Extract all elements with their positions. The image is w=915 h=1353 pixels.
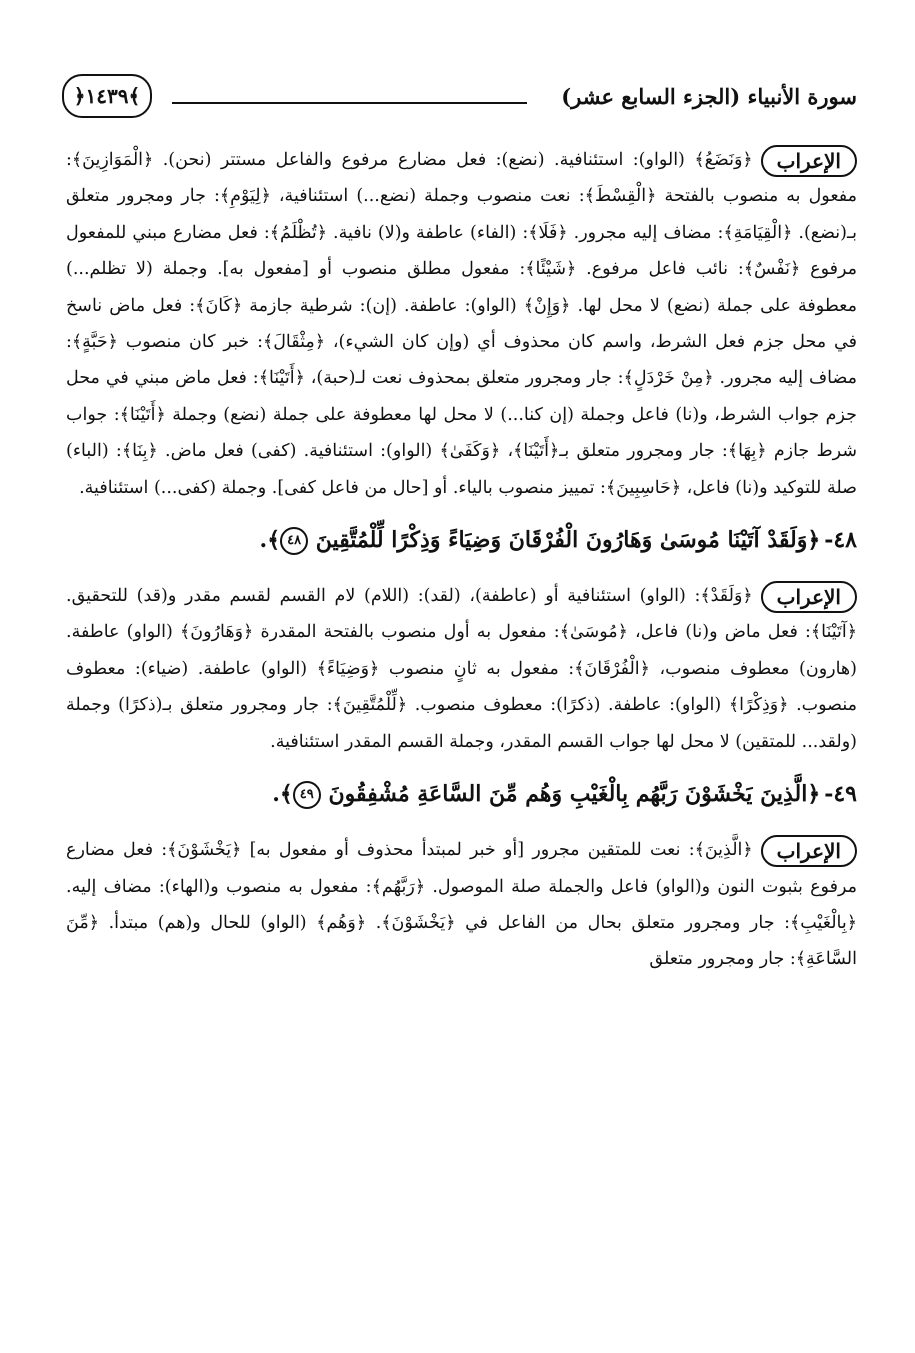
page-number: ﴿١٤٣٩﴾: [62, 74, 152, 118]
verse-line: [66, 774, 857, 814]
irab-text: ﴿الَّذِينَ﴾: نعت للمتقين مجرور [أو خبر لمبتدأ محذوف أو مفعول به] ﴿يَخْشَوْنَ﴾: فعل مضارع مرفوع بثبوت النون و(الواو) فاعل والجملة صلة الموصول. ﴿رَبَّهُم﴾: مفعول به منصوب و(الهاء): مضاف إليه. ﴿بِالْغَيْبِ﴾: جار ومجرور متعلق بحال من الفاعل في ﴿يَخْشَوْنَ﴾. ﴿وَهُم﴾ (الواو) للحال و(هم) مبتدأ. ﴿مِّنَ السَّاعَةِ﴾: جار ومجرور متعلق: [66, 840, 857, 970]
header-rule: [172, 102, 527, 104]
irab-paragraph: [66, 832, 857, 978]
verse-end-marker: ٤٨: [280, 527, 308, 555]
irab-paragraph: [66, 578, 857, 760]
header-title: سورة الأنبياء (الجزء السابع عشر): [561, 84, 857, 109]
verse-closing: ﴾.: [259, 527, 281, 554]
irab-text: ﴿وَلَقَدْ﴾: (الواو) استئنافية أو (عاطفة)، (لقد): (اللام) لام القسم لقسم مقدر و(قد) للتحقيق. ﴿آتَيْنَا﴾: فعل ماض و(نا) فاعل، ﴿مُوسَىٰ﴾: مفعول به أول منصوب بالفتحة المقدرة ﴿وَهَارُونَ﴾ (الواو) عاطفة. (هارون) معطوف منصوب، ﴿الْفُرْقَانَ﴾: مفعول به ثانٍ منصوب ﴿وَضِيَاءً﴾ (الواو) عاطفة. (ضياء): معطوف منصوب. ﴿وَذِكْرًا﴾ (الواو): عاطفة. (ذكرًا): معطوف منصوب. ﴿لِّلْمُتَّقِينَ﴾: جار ومجرور متعلق بـ(ذكرًا) وجملة (ولقد... للمتقين) لا محل لها جواب القسم المقدر، وجملة القسم المقدر استئنافية.: [66, 586, 857, 752]
verse-text: ﴿الَّذِينَ يَخْشَوْنَ رَبَّهُم بِالْغَيْبِ وَهُم مِّنَ السَّاعَةِ مُشْفِقُونَ: [328, 781, 821, 808]
irab-label: الإعراب: [761, 145, 857, 177]
verse-closing: ﴾.: [272, 781, 293, 808]
irab-paragraph: [66, 142, 857, 506]
irab-text: ﴿وَنَضَعُ﴾ (الواو): استئنافية. (نضع): فعل مضارع مرفوع والفاعل مستتر (نحن). ﴿الْمَوَازِينَ﴾: مفعول به منصوب بالفتحة ﴿الْقِسْطَ﴾: نعت منصوب وجملة (نضع...) استئنافية، ﴿لِيَوْمِ﴾: جار ومجرور متعلق بـ(نضع). ﴿الْقِيَامَةِ﴾: مضاف إليه مجرور. ﴿فَلَا﴾: (الفاء) عاطفة و(لا) نافية. ﴿تُظْلَمُ﴾: فعل مضارع مبني للمفعول مرفوع ﴿نَفْسٌ﴾: نائب فاعل مرفوع. ﴿شَيْئًا﴾: مفعول مطلق منصوب أو [مفعول به]. وجملة (لا تظلم...) معطوفة على جملة (نضع) لا محل لها. ﴿وَإِنْ﴾ (الواو): عاطفة. (إن): شرطية جازمة ﴿كَانَ﴾: فعل ماض ناسخ في محل جزم فعل الشرط، واسم كان محذوف أي (وإن كان الشيء)، ﴿مِثْقَالَ﴾: خبر كان منصوب ﴿حَبَّةٍ﴾: مضاف إليه مجرور. ﴿مِنْ خَرْدَلٍ﴾: جار ومجرور متعلق بمحذوف نعت لـ(حبة)، ﴿أَتَيْنَا﴾: فعل ماض مبني في محل جزم جواب الشرط، و(نا) فاعل وجملة (إن كنا...) لا محل لها معطوفة على جملة (نضع) وجملة ﴿أَتَيْنَا﴾: جواب شرط جازم ﴿بِهَا﴾: جار ومجرور متعلق بـ﴿أَتَيْنَا﴾، ﴿وَكَفَىٰ﴾ (الواو): استئنافية. (كفى) فعل ماض. ﴿بِنَا﴾: (الباء) صلة للتوكيد و(نا) فاعل، ﴿حَاسِبِينَ﴾: تمييز منصوب بالياء. أو [حال من فاعل كفى]. وجملة (كفى...) استئنافية.: [66, 150, 857, 498]
verse-number: ٤٩-: [824, 781, 857, 808]
page-header: [62, 74, 857, 126]
irab-label: الإعراب: [761, 581, 857, 613]
verse-number: ٤٨-: [824, 527, 857, 554]
page-content: [66, 142, 857, 978]
verse-text: ﴿وَلَقَدْ آتَيْنَا مُوسَىٰ وَهَارُونَ الْفُرْقَانَ وَضِيَاءً وَذِكْرًا لِّلْمُتَّقِينَ: [315, 527, 821, 554]
verse-line: [66, 520, 857, 560]
verse-end-marker: ٤٩: [293, 781, 321, 809]
irab-label: الإعراب: [761, 835, 857, 867]
